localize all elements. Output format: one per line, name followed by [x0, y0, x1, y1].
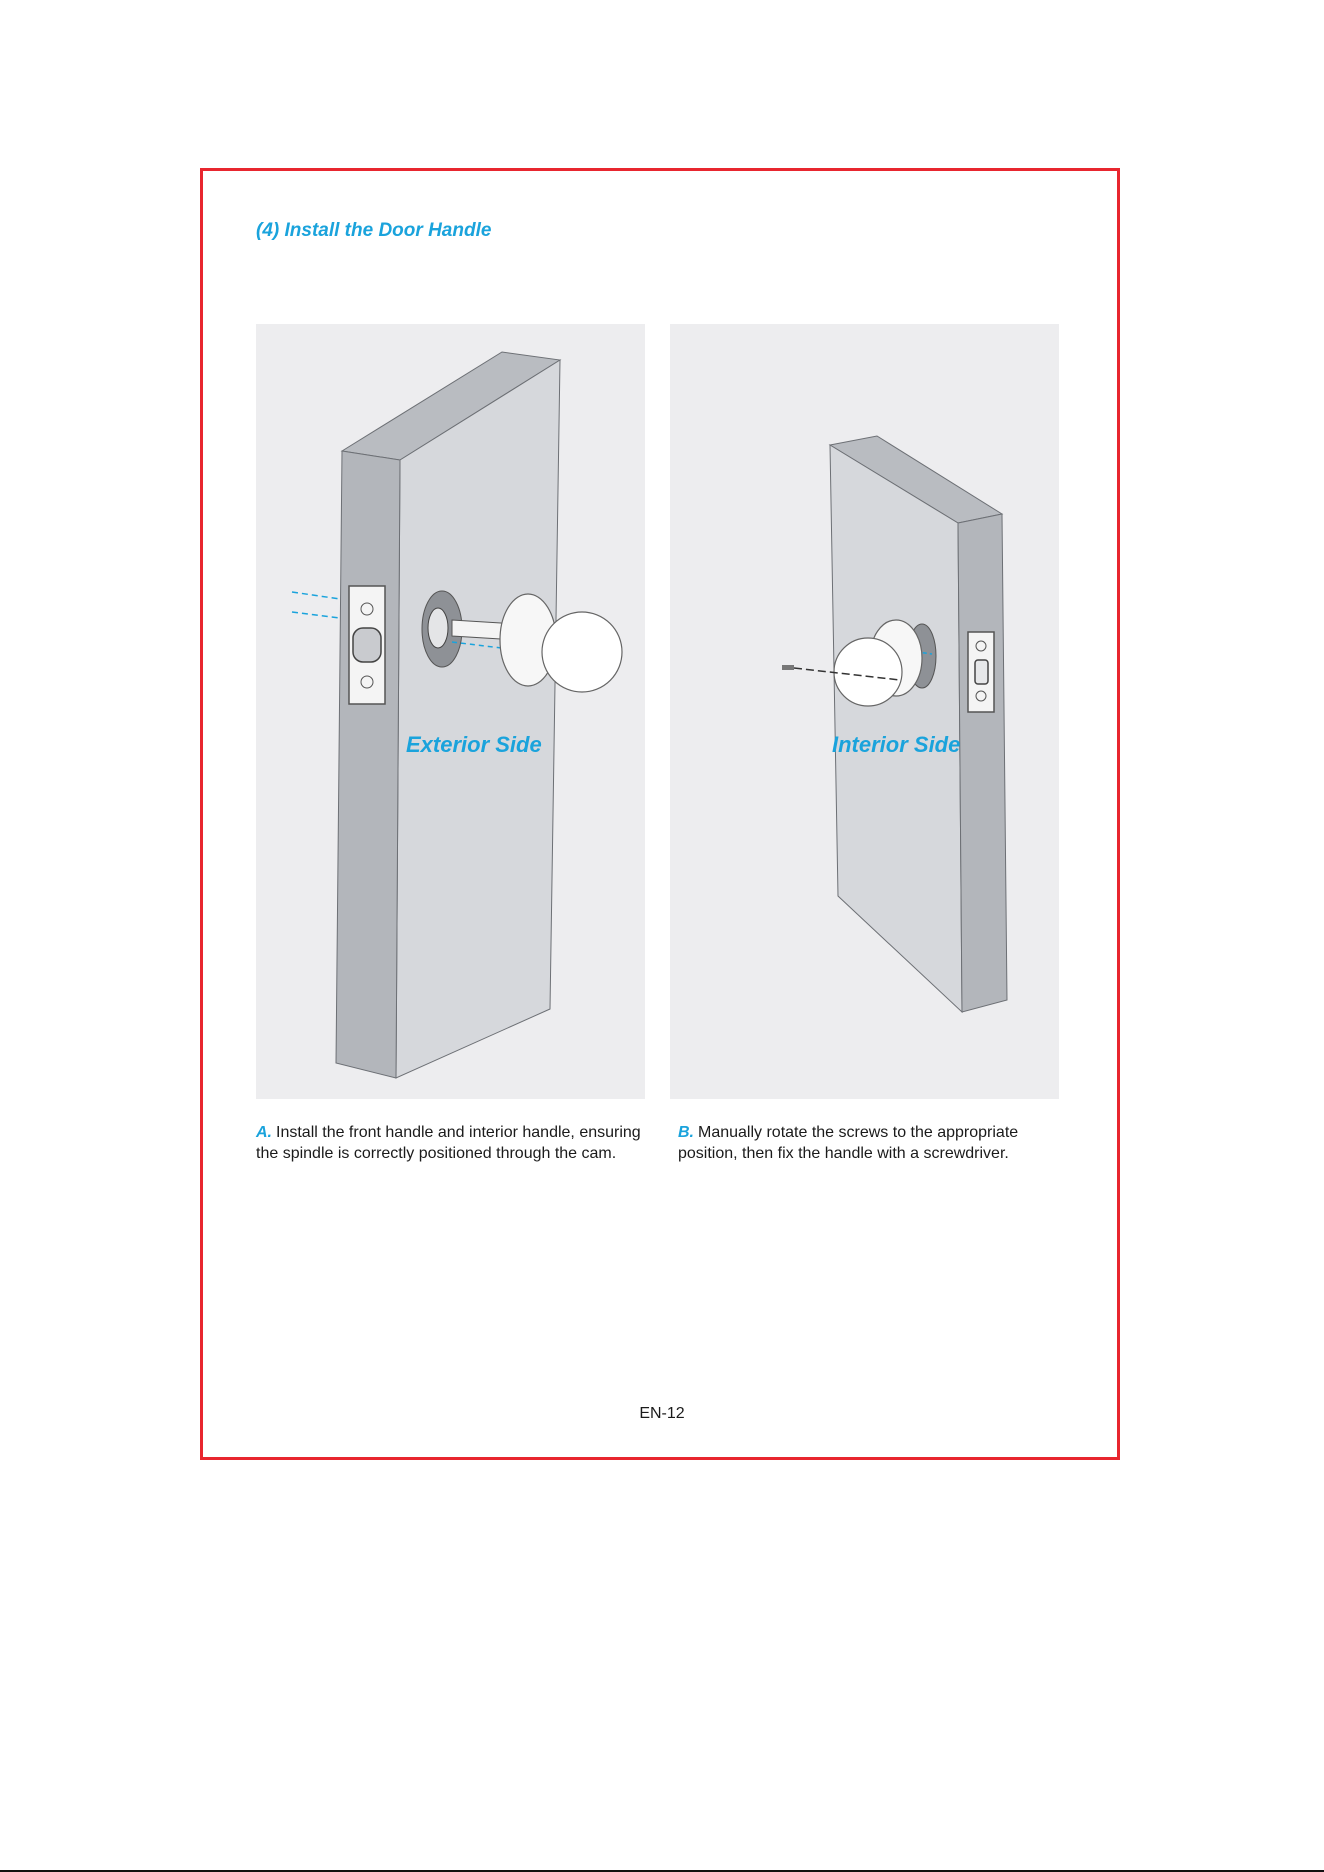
step-b-text: Manually rotate the screws to the appropriate position, then fix the handle with a screwdriver. — [678, 1124, 1019, 1162]
guide-line-top — [292, 592, 340, 599]
exterior-illustration-panel — [256, 324, 645, 1099]
interior-side-label: Interior Side — [832, 732, 961, 757]
cam — [428, 608, 448, 648]
guide-line-bottom — [292, 612, 340, 618]
latch-bolt — [975, 660, 988, 684]
screw — [782, 665, 794, 670]
door-front-face — [830, 445, 962, 1012]
step-b-caption — [678, 1122, 1058, 1164]
step-a-marker: A. — [256, 1124, 272, 1141]
door-knob — [542, 612, 622, 692]
page-number: EN-12 — [639, 1405, 685, 1422]
door-edge-face — [336, 451, 400, 1078]
door-edge-face — [958, 514, 1007, 1012]
interior-door-illustration — [670, 324, 1059, 1099]
exterior-side-label: Exterior Side — [406, 732, 542, 757]
door-knob — [834, 638, 902, 706]
door-front-face — [396, 360, 560, 1078]
step-a-text: Install the front handle and interior handle, ensuring the spindle is correctly positioned through the cam. — [256, 1124, 641, 1162]
step-b-marker: B. — [678, 1124, 694, 1141]
interior-illustration-panel — [670, 324, 1059, 1099]
section-title: (4) Install the Door Handle — [256, 220, 492, 241]
step-a-caption — [256, 1122, 646, 1164]
latch-bolt — [353, 628, 381, 662]
exterior-door-illustration — [256, 324, 645, 1099]
